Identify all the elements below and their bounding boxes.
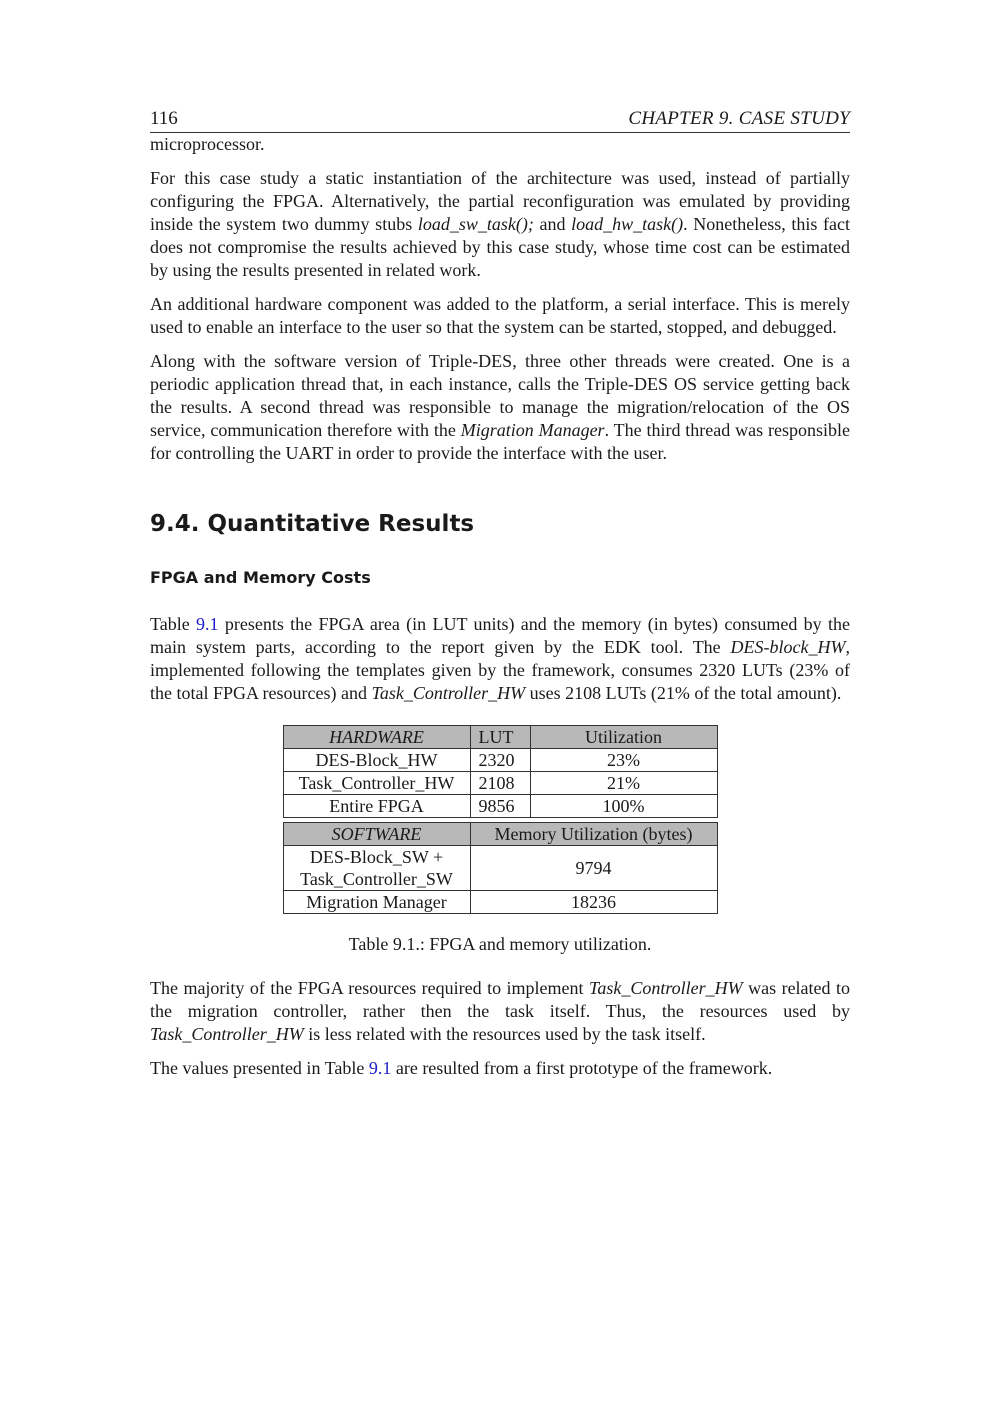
page-number: 116: [150, 108, 178, 129]
table-row: Migration Manager 18236: [283, 891, 717, 914]
table-header-row: SOFTWARE Memory Utilization (bytes): [283, 823, 717, 846]
results-text-continued: [150, 977, 850, 1080]
table-row: DES-Block_HW 2320 23%: [283, 749, 717, 772]
results-text: [150, 613, 850, 705]
table-row: Task_Controller_HW 2108 21%: [283, 772, 717, 795]
paragraph: Along with the software version of Triple-DES, three other threads were created. One is a periodic application thread that, in each instance, calls the Triple-DES OS service getting back the results. A second thread was responsible to manage the migration/relocation of the OS service, communication therefore with the Migration Manager. The third thread was responsible for controlling the UART in order to provide the interface with the user.: [150, 351, 850, 463]
paragraph: microprocessor.: [150, 134, 265, 154]
chapter-title: CHAPTER 9. CASE STUDY: [628, 108, 850, 129]
table-header-row: HARDWARE LUT Utilization: [283, 726, 717, 749]
table-row: DES-Block_SW + Task_Controller_SW 9794: [283, 846, 717, 891]
section-heading: 9.4. Quantitative Results: [150, 511, 475, 537]
paragraph: An additional hardware component was added to the platform, a serial interface. This is merely used to enable an interface to the user so that the system can be started, stopped, and debugged.: [150, 294, 850, 337]
utilization-table: [283, 725, 718, 914]
page: [150, 108, 850, 1091]
body-text: [150, 133, 850, 465]
table-reference-link[interactable]: 9.1: [196, 614, 219, 634]
table-row: Entire FPGA 9856 100%: [283, 795, 717, 818]
paragraph: The majority of the FPGA resources required to implement Task_Controller_HW was related to the migration controller, rather then the task itself. Thus, the resources used by Task_Controller_HW is less related with the resources used by the task itself.: [150, 978, 850, 1044]
table-reference-link[interactable]: 9.1: [368, 1058, 392, 1078]
subsection-heading: FPGA and Memory Costs: [150, 568, 371, 587]
paragraph: Table 9.1 presents the FPGA area (in LUT units) and the memory (in bytes) consumed by the main system parts, according to the report given by the EDK tool. The DES-block_HW, implemented following the templates given by the framework, consumes 2320 LUTs (23% of the total FPGA resources) and Task_Controller_HW uses 2108 LUTs (21% of the total amount).: [150, 614, 850, 703]
table-caption: Table 9.1.: FPGA and memory utilization.: [348, 934, 652, 954]
paragraph: For this case study a static instantiation of the architecture was used, instead of partially configuring the FPGA. Alternatively, the partial reconfiguration was emulated by providing inside the system two dummy stubs load_sw_task(); and load_hw_task(). Nonetheless, this fact does not compromise the results achieved by this case study, whose time cost can be estimated by using the results presented in related work.: [150, 168, 851, 280]
page-header: [150, 108, 850, 133]
paragraph: The values presented in Table 9.1 are resulted from a first prototype of the framework.: [150, 1058, 773, 1078]
